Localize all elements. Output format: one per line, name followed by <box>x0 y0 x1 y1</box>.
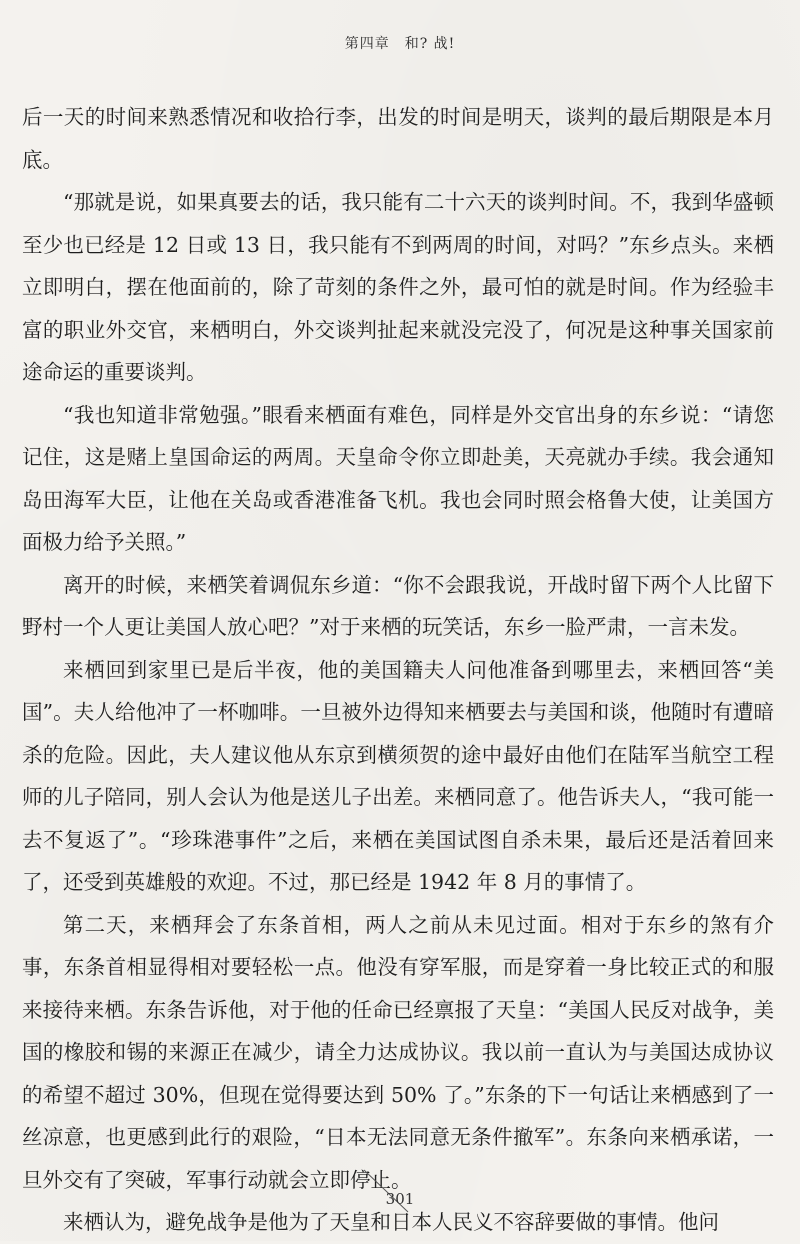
paragraph-7: 来栖认为，避免战争是他为了天皇和日本人民义不容辞要做的事情。他问 <box>63 1210 719 1234</box>
paragraph-1: 后一天的时间来熟悉情况和收拾行李，出发的时间是明天，谈判的最后期限是本月底。 <box>22 105 774 172</box>
paragraph-3: “我也知道非常勉强。”眼看来栖面有难色，同样是外交官出身的东乡说：“请您记住，这是赌上皇国命运的两周。天皇命令你立即赴美，天亮就办手续。我会通知岛田海军大臣，让他在关岛或香港准备飞机。我也会同时照会格鲁大使，让美国方面极力给予关照。” <box>22 402 774 554</box>
paragraph-4: 离开的时候，来栖笑着调侃东乡道：“你不会跟我说，开战时留下两个人比留下野村一个人更让美国人放心吧？”对于来栖的玩笑话，东乡一脸严肃，一言未发。 <box>22 572 774 639</box>
paragraph-6: 第二天，来栖拜会了东条首相，两人之前从未见过面。相对于东乡的煞有介事，东条首相显得相对要轻松一点。他没有穿军服，而是穿着一身比较正式的和服来接待来栖。东条告诉他，对于他的任命已经禀报了天皇：“美国人民反对战争，美国的橡胶和锡的来源正在减少，请全力达成协议。我以前一直认为与美国达成协议的希望不超过 30%，但现在觉得要达到 50% 了。”东条的下一句话让来栖感到了一丝凉意，也更感到此行的艰险，“日本无法同意无条件撤军”。东条向来栖承诺，一旦外交有了突破，军事行动就会立即停止。 <box>22 912 774 1192</box>
paragraph-5: 来栖回到家里已是后半夜，他的美国籍夫人问他准备到哪里去，来栖回答“美国”。夫人给他冲了一杯咖啡。一旦被外边得知来栖要去与美国和谈，他随时有遭暗杀的危险。因此，夫人建议他从东京到横须贺的途中最好由他们在陆军当航空工程师的儿子陪同，别人会认为他是送儿子出差。来栖同意了。他告诉夫人，“我可能一去不复返了”。“珍珠港事件”之后，来栖在美国试图自杀未果，最后还是活着回来了，还受到英雄般的欢迎。不过，那已经是 1942 年 8 月的事情了。 <box>22 657 774 894</box>
paragraph-2: “那就是说，如果真要去的话，我只能有二十六天的谈判时间。不，我到华盛顿至少也已经是 12 日或 13 日，我只能有不到两周的时间，对吗？”东乡点头。来栖立即明白，摆在他面前的，除了苛刻的条件之外，最可怕的就是时间。作为经验丰富的职业外交官，来栖明白，外交谈判扯起来就没完没了，何况是这种事关国家前途命运的重要谈判。 <box>22 190 774 384</box>
page-number: 301 <box>385 1190 415 1208</box>
running-head: 第四章 和? 战! <box>344 36 456 52</box>
body-text <box>22 96 774 1244</box>
